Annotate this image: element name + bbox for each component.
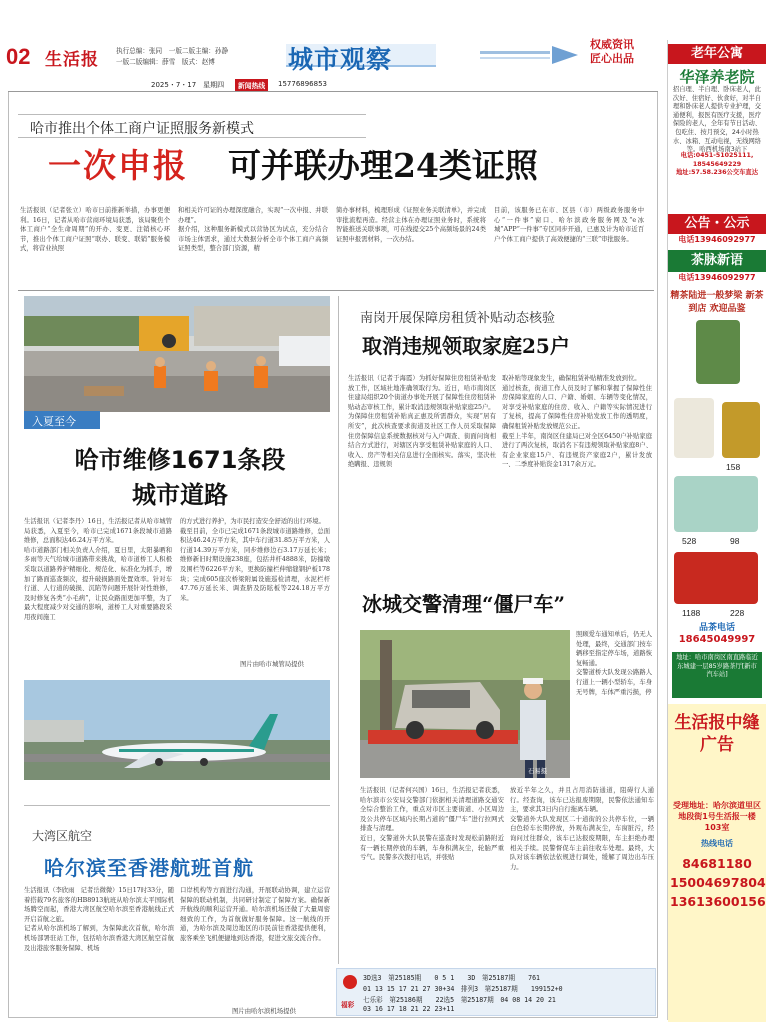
lottery-box — [336, 968, 656, 1016]
tea-tin-image — [722, 402, 760, 458]
ad4-phone: 18645049997 — [678, 634, 756, 645]
price-3: 98 — [730, 536, 740, 546]
story4-column-2: 放近半年之久，并且占用消防通道，阻碍行人通行。经查询，该车已达报废期限，民警依法通知车主，要求其3日内自行拖离车辆。 交警道外大队发现区二十道街的公共停车位，一辆白色轿车长期停放，外观布满灰尘，车窗脏污，经询问过往群众，该车已达报废期限，车主拒绝办理相关手续。民警督促车主前往收车处理。最终，大队对该车辆依法依规进行调处，缓解了周边出车压力。 — [510, 787, 654, 871]
story4-photo-credit: 石易摄 — [528, 767, 548, 775]
tea-red-set-image — [674, 552, 758, 604]
tea-gift-box-image — [674, 476, 758, 532]
ad5-text: 受理地址：哈尔滨道里区地段街1号生活报一楼103室 — [673, 801, 761, 832]
story5-photo-credit: 图片由哈尔滨机场提供 — [232, 1007, 296, 1015]
story3-column-1: 生活报讯（记者于海霞）为抓好保障住房租赁补贴发放工作，区域社地准确领取行为。近日，哈市南岗区住建局组织20个街道办事处开展了保障性住房租赁补贴动态审核工作，累计取消违规领取补贴家庭25户。 为保障住房租赁补贴真正惠及所需群众，实现“居有所安”，此次核查要求街道及社区工作人员采取保障住房保障信息系统数据核对与入户调查、街面问询相结合方式进行，对辖区内享受租赁补贴家庭的人口、收入、房产等相关信息进行全面核实。落实，坚决杜绝瞒报、违规领 — [348, 375, 496, 469]
slogan-line-2: 匠心出品 — [590, 52, 634, 65]
story2-tag: 入夏至今 — [32, 415, 76, 428]
price-5: 228 — [730, 608, 745, 618]
story2-headline-line-2: 城市道路 — [132, 481, 228, 509]
tea-can-image — [696, 320, 740, 384]
slogan — [590, 38, 634, 66]
price-4: 1188 — [682, 608, 701, 618]
story4-side-column: 照顾爱车通知单后，仍无人处理，最终，交通部门按车辆移至指定停车场，道路恢复畅通。 交警道桥大队发现公路路人行道上一辆小型轿车，车身无号牌，车体严重污损，停 — [576, 631, 652, 696]
ad2-head: 公告・公示 — [668, 214, 766, 234]
story5-column-1: 生活报讯（李欣雨 记者岳微微）15日17时33分，随着搭载79名旅客的HB8913航班从哈尔滨太平国际机场腾空而起，香港大湾区航空哈尔滨至香港航线正式开启首航之旅。 记者从哈尔滨机场了解到，为保障此次首航，哈尔滨机场部署驻站工作，包括哈尔滨香港大湾区航空首航及出港旅客服务保障、机场 — [24, 887, 174, 952]
story5-column-2: 口岸机构等方面进行沟通，开展联动协调，建立运营保障的联动机制，共同研讨制定了保障方案。确保新开航线的顺利运营开通。哈尔滨机场还做了大量周密细致的工作，为首航做好服务保障。这一航线的开通，为哈尔滨及周边地区的市民前往香港提供便利，旅客乘坐飞机便捷地到达香港，促进文旅交流合作。 — [180, 887, 330, 942]
story4-column-1: 生活报讯（记者何兴国）16日，生活报记者获悉，哈尔滨市公安局交警部门依据相关清理道路交通安全综合整治工作，重点对市区主要街道、小区周边及公共停车区域内长期占道的“僵尸车”进行拉网式排查与清理。 近日，交警道外大队民警在巡查时发现松前路附近有一辆长期停放的车辆，车身积满灰尘，轮胎严重亏气。民警多次拨打电话，并张贴 — [360, 787, 504, 862]
ad4-label: 品茶电话 — [698, 623, 735, 633]
column-divider — [338, 296, 339, 964]
ad1-title: 华泽养老院 — [679, 68, 755, 86]
ad3-phone: 电话13946092977 — [678, 273, 756, 282]
lottery-row-2: 01 13 15 17 21 27 30+34 排列3 第25187期 199152+0 — [363, 985, 563, 993]
price-2: 528 — [682, 536, 697, 546]
road-repair-photo — [24, 296, 330, 412]
tow-truck-photo — [360, 630, 570, 778]
arrow-decoration-icon — [480, 46, 580, 66]
story1-column-3: 简办事材料，梳理形成《证照业务关联清单》，并完成审批流程再造。经营主体在办理证照业务时，系统将智能推送关联事项，可在线提交25个高频场景的24类证照申报需材料，一次办结。 — [336, 207, 486, 243]
story1-rule — [18, 290, 654, 291]
story2-photo-credit: 图片由哈市城管局提供 — [240, 660, 304, 668]
section-title: 城市观察 — [288, 45, 393, 74]
ad5-phones: 84681180 15004697804 13613600156 — [670, 856, 766, 909]
ad5-title: 生活报中缝广告 — [674, 713, 760, 755]
lottery-row-3: 七乐彩 第25186期 22选5 第25187期 04 08 14 20 21 — [363, 996, 556, 1004]
story5-kicker-rule — [24, 805, 330, 806]
price-1: 158 — [726, 462, 741, 472]
ad2-phone: 电话13946092977 — [678, 235, 756, 244]
story2-headline-line-1: 哈市维修1671条段 — [74, 446, 286, 474]
ad1-text: 招自理、半自理、卧床老人，此次好、住宿好、伙食好，对半自理和卧床老人提供专业护理，交通便利，报医有医疗支援，医疗保险的老人，全年有节日活动、包吃住、按月预交，24小时热水、冰箱、互动电视，无线网络等。哈西机场南3站下 — [672, 86, 762, 154]
ad3-slogan: 精茶陆进一般梦梁 新茶到店 欢迎品鉴 — [670, 291, 764, 314]
story5-kicker: 大湾区航空 — [32, 829, 93, 843]
lottery-row-4: 03 16 17 18 21 22 23+11 — [363, 1005, 455, 1013]
lottery-label: 福彩 — [341, 1001, 355, 1009]
ad3-head: 茶脉新语 — [668, 250, 766, 272]
story1-headline-black: 可并联办理24类证照 — [228, 146, 538, 185]
paper-name: 生活报 — [45, 50, 99, 70]
lottery-logo-icon — [343, 975, 357, 989]
story3-column-2: 取补贴等现象发生，确保租赁补贴精准发放到位。 通过核查，街道工作人员及时了解和掌握了保障性住房保障家庭的人口、户籍、婚姻、车辆等变化情况，对享受补贴家庭的住房、收入、户籍等实际情况进行了复核，提高了保障性住房补贴发放工作的透明度，确保租赁补贴发放规范公正。 截至上半年，南岗区住建局已对全区6450户补贴家庭进行了两次复核，取消名下有违规领取补贴家庭8户、有企业家庭15户、有违规资产家庭2户，累计发放一、二季度补贴资金1317余万元。 — [502, 375, 652, 469]
story1-column-2: 和相关许可证的办理深度融合，实现“一次申报、并联办理”。 据介绍，这种服务新模式以营协区为试点，充分结合市场主体需求，通过大数据分析全市个体工商户高频证照类型，整合部门资源，精 — [178, 207, 328, 253]
issue-date: 2025・7・17 星期四 — [151, 81, 225, 89]
ad5-label: 热线电话 — [701, 839, 733, 848]
story1-kicker: 哈市推出个体工商户证照服务新模式 — [30, 121, 254, 137]
ad1-head: 老年公寓 — [668, 44, 766, 64]
lottery-row-1: 3D选3 第25185期 0 5 1 3D 第25187期 761 — [363, 974, 541, 982]
story1-column-1: 生活报讯（记者张立）哈市日前推新举措，办事更便利。16日，记者从哈市营商环境局获悉，该局聚焦个体工商户“全生命周期”的开办、变更、注销核心环节，推出个体工商户证照“联办、联变、联销”服务模式，将营业执照 — [20, 207, 170, 253]
story2-column-2: 的方式进行养护，为市民打造安全舒适的出行环境。 截至目前，全市已完成1671条段城市道路维修，总面积达46.24万平方米，其中车行道31.85万平方米，人行道14.39万平方米，同步维修边石3.17万延长米；维修新旧时期设施238座，包括井杆4888米，防撞墩及围栏等6226平方米，更换防撞栏伸缩缝钢护板178块；完成605座次桥梁附属设施巡检清理，水泥栏杆47.76万延长米、调查脐及防眩板等224.18万平方米。 — [180, 518, 330, 602]
slogan-line-1: 权威资讯 — [590, 38, 634, 51]
story5-headline: 哈尔滨至香港航班首航 — [44, 856, 254, 880]
editor-line-2: 一版二版编辑：薛雪 版式：赵博 — [116, 58, 215, 66]
story2-column-1: 生活报讯（记者李丹）16日，生活报记者从哈市城管局获悉，入夏至今，哈市已完成1671条段城市道路维修，总面积达46.24万平方米。 哈市道路部门相关负责人介绍，夏日里，太阳暴晒和多雨等天气给城市道路带来挑战，哈市道桥工人积极采取以道路养护精细化、规范化、标准化为抓手，增加了路面巡查频次，提升破损路面处置效率。针对车行道、人行道的破损、沉陷等问题开展针对性维修，及时修复各类“小毛病”，让民众路面更加平整，为了最大程度减少对交通的影响，道桥工人对重要路段采用夜间施工 — [24, 518, 172, 621]
story1-headline-red: 一次申报 — [48, 146, 188, 185]
tea-bag-image — [674, 398, 714, 458]
editor-line-1: 执行总编：张同 一版二版主编：孙静 — [116, 47, 229, 55]
hotline-number: 15776896853 — [278, 80, 327, 88]
airplane-photo — [24, 680, 330, 780]
story4-headline: 冰城交警清理“僵尸车” — [362, 592, 566, 616]
ad1-phone: 电话:0451-51025111, 18545649229 地址:57.58.236公交车直达 — [675, 152, 759, 177]
story1-column-4: 目前，该服务已在市、区县（市）两级政务服务中心“一件事”窗口、哈尔滨政务服务网及“e冰城”APP“一件事”专区同步开通，已惠及计为哈市近百户个体工商户提供了高效便捷的“三联”审批服务。 — [494, 207, 644, 243]
hotline-label: 新闻热线 — [235, 79, 268, 91]
story3-kicker: 南岗开展保障房租赁补贴动态核验 — [360, 311, 556, 326]
page-number: 02 — [6, 44, 31, 69]
sidebar-ads — [667, 40, 765, 1020]
ad4-address: 地址：哈市南岗区南直路临近东城建一层85岁路茶厅[新市汽车站] — [672, 652, 762, 698]
story3-headline: 取消违规领取家庭25户 — [362, 334, 570, 358]
